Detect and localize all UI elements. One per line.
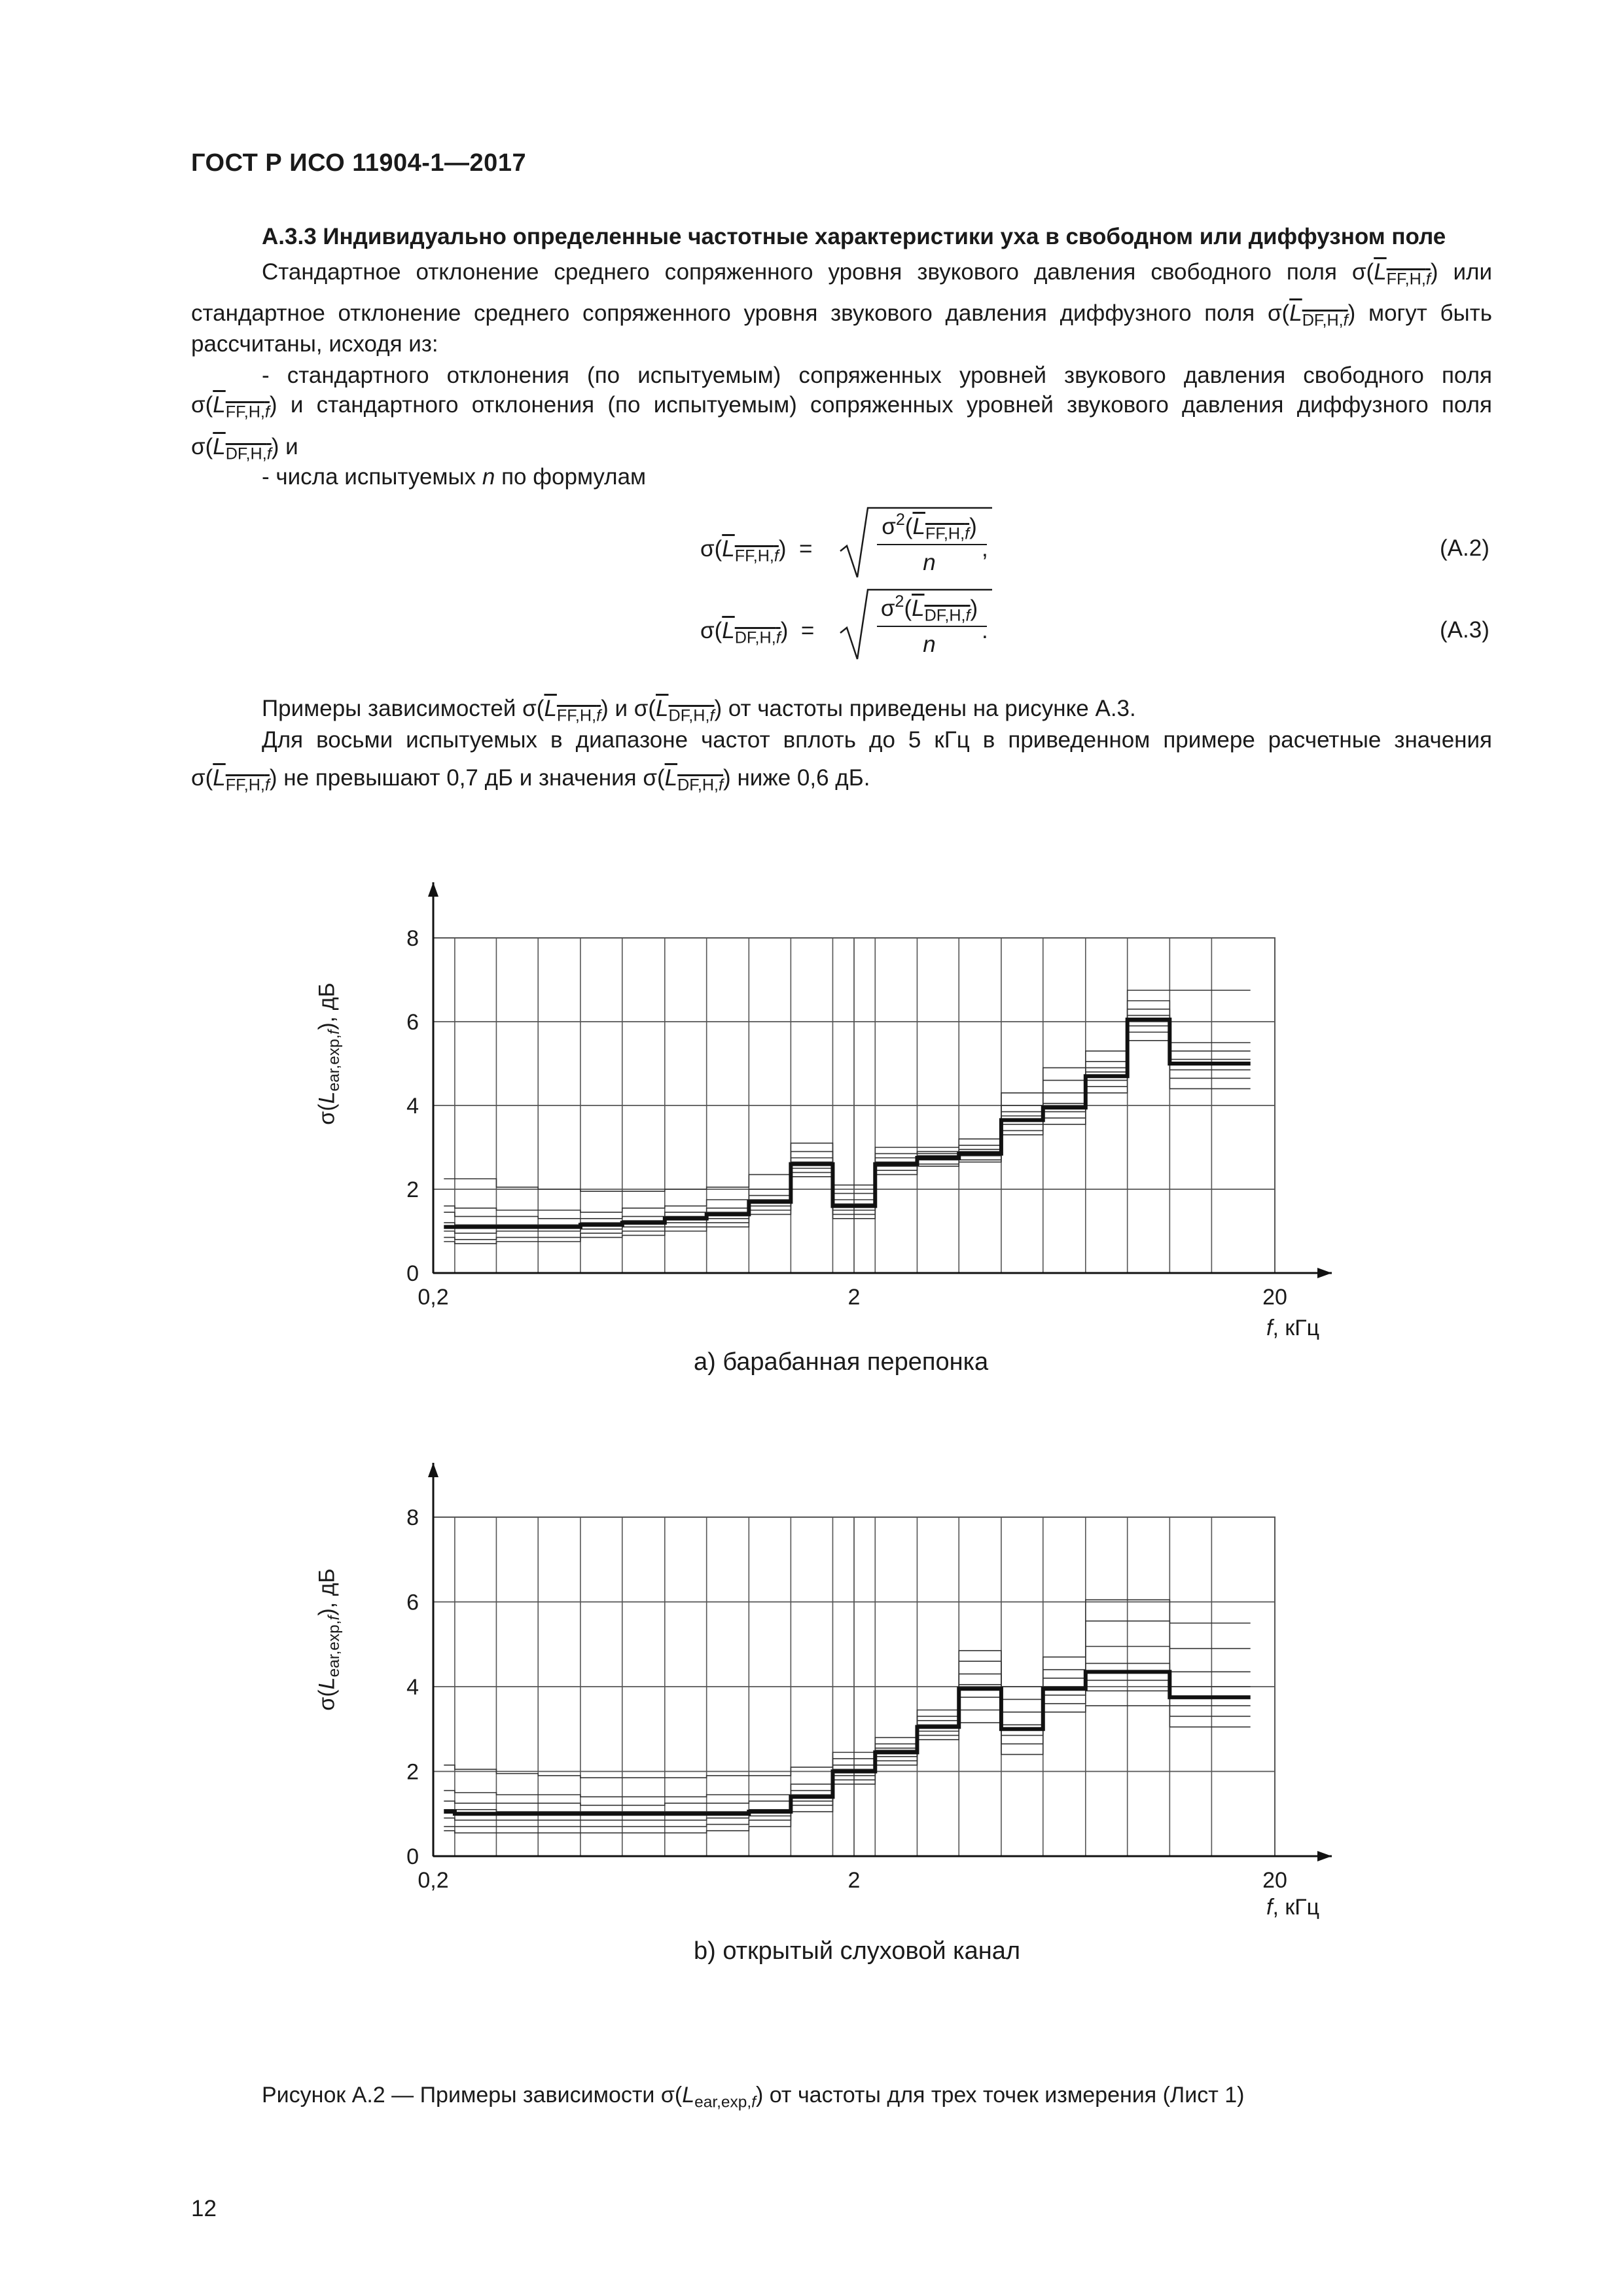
series-line-subject-5: [444, 1680, 1250, 1820]
series-line-subject-5: [444, 1026, 1250, 1233]
period: .: [982, 618, 988, 643]
sigma-ff-symbol: $\sigma(L_{FF,H,f})$: [1351, 259, 1438, 289]
x-tick-label: 2: [847, 1868, 861, 1893]
y-tick-label: 0: [406, 1844, 419, 1869]
text-span: Стандартное отклонение среднего сопряженного уровня звукового давления свободного поля: [262, 259, 1337, 285]
examples-line: Примеры зависимостей $\sigma(L_{FF,H,f})$ и $\sigma(L_{DF,H,f})$ от частоты приведены на рисунке А.3.: [262, 696, 1136, 725]
sigma-ff-symbol: $\sigma(L_{FF,H,f})$: [191, 392, 277, 422]
equation-lhs: $\sigma(L_{DF,H,f})$ =: [700, 618, 815, 647]
chart-b-xlabel: f, кГц: [1266, 1895, 1320, 1920]
y-axis-arrow: [428, 1463, 438, 1477]
x-tick-label: 0,2: [418, 1868, 449, 1893]
chart-a-title: а) барабанная перепонка: [694, 1348, 989, 1376]
chart-a-xlabel: f, кГц: [1266, 1316, 1320, 1340]
figure-caption: Рисунок А.2 — Примеры зависимости $\sigma(L_{ear,exp,f})$ от частоты для трех точек измерения (Лист 1): [262, 2083, 1245, 2111]
sigma-df-symbol: $\sigma(L_{DF,H,f})$: [643, 765, 731, 795]
fraction-denominator: n: [923, 632, 936, 657]
sigma-df-symbol: $\sigma(L_{DF,H,f})$: [1267, 300, 1356, 330]
sigma-df-symbol: $\sigma(L_{DF,H,f})$: [633, 696, 722, 725]
y-tick-label: 8: [406, 926, 419, 951]
equation-number: (А.3): [1440, 617, 1489, 643]
chart-b-title: b) открытый слуховой канал: [694, 1937, 1021, 1965]
y-tick-label: 8: [406, 1505, 419, 1530]
series-line-subject-7: [444, 1041, 1250, 1244]
chart-b-ylabel: $\sigma(L_{ear,exp,f})$, дБ: [314, 1568, 343, 1711]
chart-a-ylabel: $\sigma(L_{ear,exp,f})$, дБ: [314, 982, 343, 1125]
comma: ,: [982, 536, 988, 562]
fraction-numerator: $\sigma^2(L_{DF,H,f})$: [880, 592, 978, 625]
section-title: А.3.3 Индивидуально определенные частотные характеристики уха в свободном или диффузном поле: [262, 224, 1446, 249]
text-span: и стандартного отклонения (по испытуемым) сопряженных уровней звукового давления диффузного поля: [290, 392, 1492, 418]
text-span: или: [1453, 259, 1492, 285]
fraction-denominator: n: [923, 550, 936, 575]
text-span: могут быть: [1368, 300, 1492, 326]
document-header: ГОСТ Р ИСО 11904-1—2017: [191, 149, 527, 177]
y-tick-label: 4: [406, 1094, 419, 1119]
equation-lhs: $\sigma(L_{FF,H,f})$ =: [700, 536, 813, 565]
y-tick-label: 0: [406, 1261, 419, 1286]
y-tick-label: 2: [406, 1759, 419, 1785]
y-axis-arrow: [428, 882, 438, 897]
x-axis-arrow: [1317, 1851, 1332, 1861]
series-line-subject-4: [444, 1663, 1250, 1812]
fraction-numerator: $\sigma^2(L_{FF,H,f})$: [882, 511, 977, 543]
paragraph-line-7: - числа испытуемых n по формулам: [262, 464, 647, 490]
sigma-ff-symbol: $\sigma(L_{FF,H,f})$: [191, 765, 277, 795]
x-tick-label: 20: [1262, 1285, 1287, 1310]
y-tick-label: 4: [406, 1675, 419, 1700]
series-line-subject-1: [444, 1600, 1250, 1778]
paragraph-line-3: рассчитаны, исходя из:: [191, 331, 438, 357]
series-line-subject-6: [444, 1032, 1250, 1240]
y-tick-label: 2: [406, 1177, 419, 1202]
page-number: 12: [191, 2196, 217, 2221]
x-axis-arrow: [1317, 1268, 1332, 1278]
paragraph-line-4: - стандартного отклонения (по испытуемым) сопряженных уровней звукового давления свободного поля: [262, 363, 1492, 388]
equation-number: (А.2): [1440, 535, 1489, 561]
series-line-mean: [444, 1020, 1250, 1227]
eight-subjects-line: Для восьми испытуемых в диапазоне частот вплоть до 5 кГц в приведенном примере расчетные значения: [262, 727, 1492, 753]
y-tick-label: 6: [406, 1590, 419, 1615]
x-tick-label: 0,2: [418, 1285, 449, 1310]
series-line-mean: [444, 1672, 1250, 1814]
sigma-df-symbol: $\sigma(L_{DF,H,f})$: [191, 434, 279, 463]
eight-subjects-line-2: $\sigma(L_{FF,H,f})$ не превышают 0,7 дБ и значения $\sigma(L_{DF,H,f})$ ниже 0,6 дБ.: [191, 765, 870, 795]
y-tick-label: 6: [406, 1010, 419, 1035]
x-tick-label: 20: [1262, 1868, 1287, 1893]
text-span: и: [285, 434, 298, 459]
sigma-ff-symbol: $\sigma(L_{FF,H,f})$: [522, 696, 609, 725]
x-tick-label: 2: [847, 1285, 861, 1310]
text-span: стандартное отклонение среднего сопряженного уровня звукового давления диффузного поля: [191, 300, 1255, 326]
